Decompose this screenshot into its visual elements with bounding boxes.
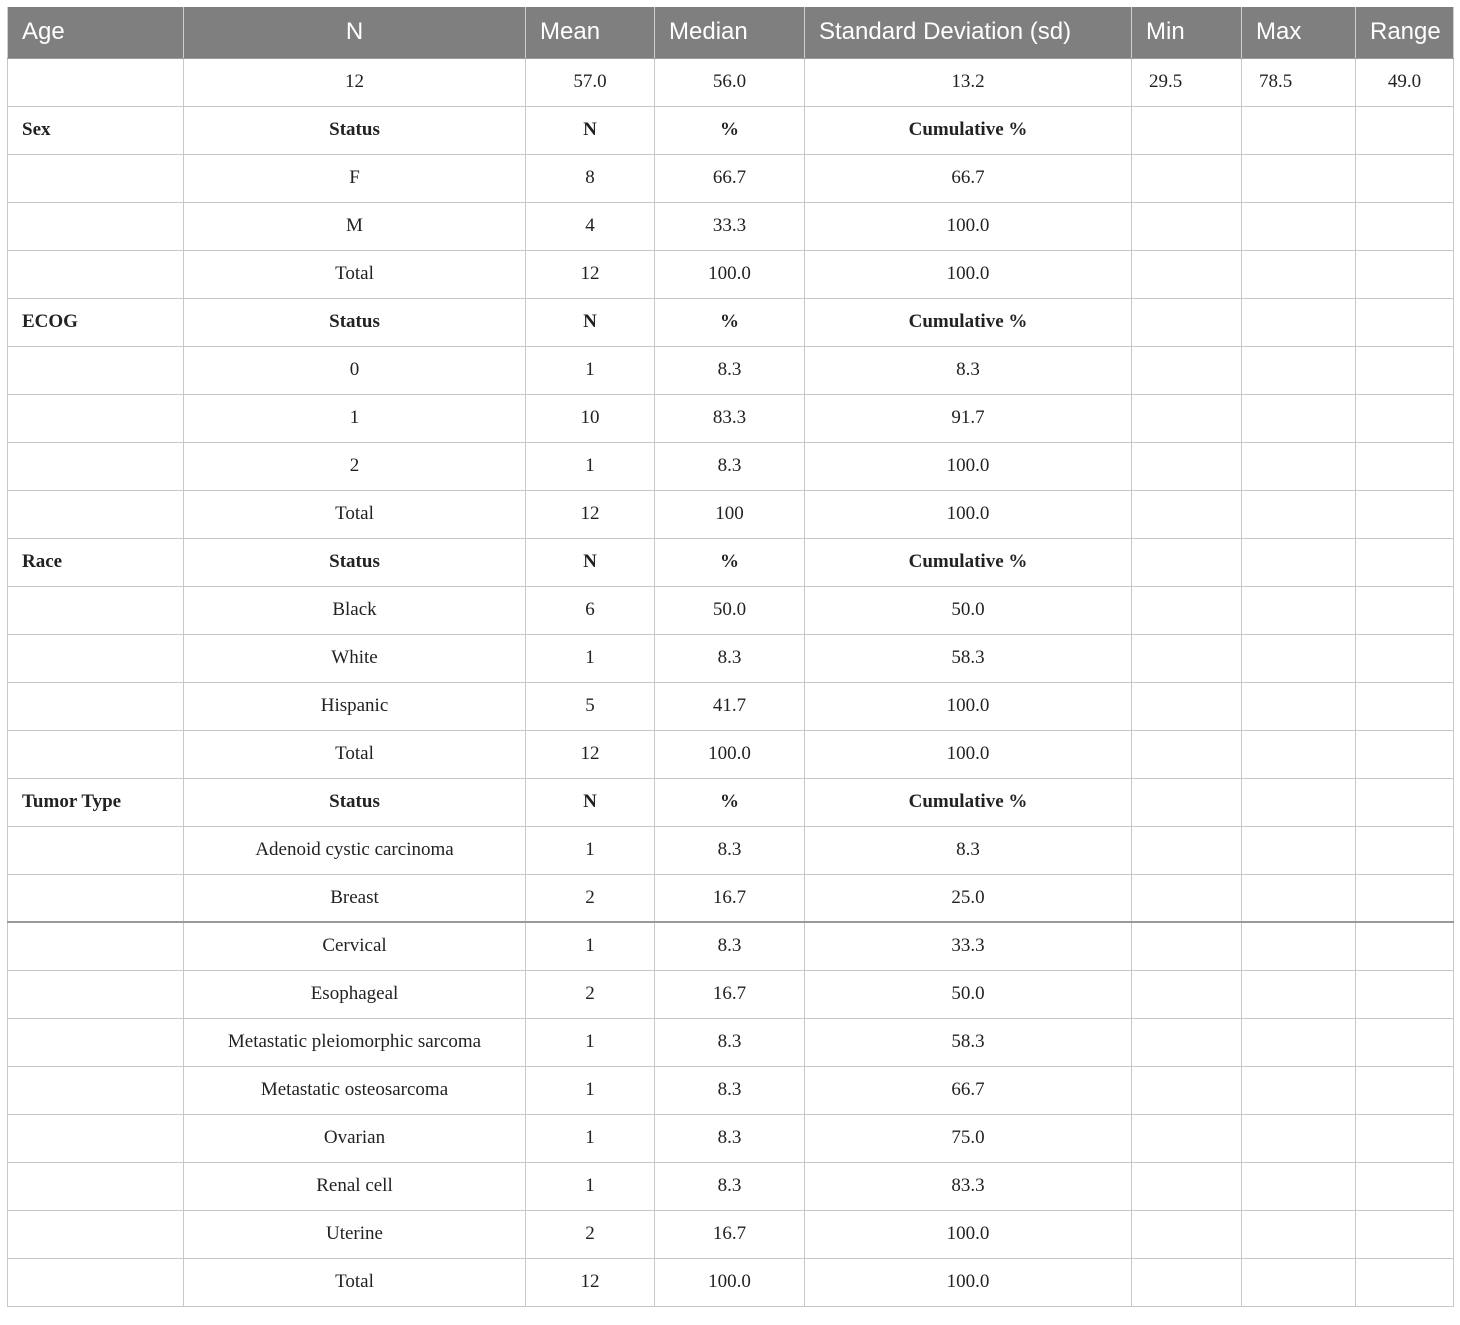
table-cell: 1	[184, 394, 526, 442]
empty-cell	[1356, 1018, 1454, 1066]
table-cell: 75.0	[805, 1114, 1132, 1162]
subheader-cell: N	[526, 298, 655, 346]
section-label: Tumor Type	[8, 778, 184, 826]
empty-cell	[8, 826, 184, 874]
table-row	[8, 682, 1454, 730]
table-cell: 8.3	[655, 1162, 805, 1210]
empty-cell	[1242, 634, 1356, 682]
table-cell: 33.3	[805, 922, 1132, 970]
empty-cell	[8, 202, 184, 250]
empty-cell	[1356, 922, 1454, 970]
table-cell: 16.7	[655, 970, 805, 1018]
table-cell: 12	[526, 250, 655, 298]
table-cell: Metastatic osteosarcoma	[184, 1066, 526, 1114]
table-row	[8, 730, 1454, 778]
empty-cell	[8, 394, 184, 442]
table-cell: 91.7	[805, 394, 1132, 442]
table-cell: 100.0	[805, 730, 1132, 778]
empty-cell	[1356, 346, 1454, 394]
empty-cell	[1242, 442, 1356, 490]
empty-cell	[1356, 490, 1454, 538]
empty-cell	[1132, 154, 1242, 202]
subheader-cell: N	[526, 538, 655, 586]
subheader-cell: Status	[184, 778, 526, 826]
empty-cell	[1242, 298, 1356, 346]
table-cell: 100.0	[805, 202, 1132, 250]
table-cell: Hispanic	[184, 682, 526, 730]
table-row	[8, 586, 1454, 634]
header-max: Max	[1242, 7, 1356, 58]
table-cell: 100.0	[655, 1258, 805, 1306]
table-row	[8, 202, 1454, 250]
empty-cell	[1132, 250, 1242, 298]
table-cell: Ovarian	[184, 1114, 526, 1162]
table-row	[8, 922, 1454, 970]
empty-cell	[8, 1258, 184, 1306]
section-header-row	[8, 106, 1454, 154]
subheader-cell: N	[526, 106, 655, 154]
empty-cell	[8, 1162, 184, 1210]
table-cell: Total	[184, 730, 526, 778]
table-row	[8, 1210, 1454, 1258]
table-cell: Total	[184, 1258, 526, 1306]
empty-cell	[1242, 1162, 1356, 1210]
subheader-cell: Cumulative %	[805, 778, 1132, 826]
table-cell: Metastatic pleiomorphic sarcoma	[184, 1018, 526, 1066]
table-row	[8, 1066, 1454, 1114]
empty-cell	[1356, 874, 1454, 922]
table-cell: 4	[526, 202, 655, 250]
empty-cell	[1356, 730, 1454, 778]
table-cell: 78.5	[1242, 58, 1356, 106]
empty-cell	[1356, 1114, 1454, 1162]
empty-cell	[1356, 634, 1454, 682]
empty-cell	[1132, 970, 1242, 1018]
empty-cell	[1356, 682, 1454, 730]
table-cell: Uterine	[184, 1210, 526, 1258]
empty-cell	[1242, 1258, 1356, 1306]
empty-cell	[1132, 778, 1242, 826]
subheader-cell: %	[655, 106, 805, 154]
table-cell: 8.3	[655, 442, 805, 490]
empty-cell	[1356, 394, 1454, 442]
empty-cell	[1242, 1018, 1356, 1066]
table-row	[8, 250, 1454, 298]
empty-cell	[1132, 730, 1242, 778]
empty-cell	[8, 346, 184, 394]
empty-cell	[1132, 1066, 1242, 1114]
table-cell: 8.3	[805, 346, 1132, 394]
empty-cell	[1242, 826, 1356, 874]
empty-cell	[1132, 442, 1242, 490]
subheader-cell: Status	[184, 106, 526, 154]
table-cell: Black	[184, 586, 526, 634]
table-row	[8, 394, 1454, 442]
empty-cell	[1242, 202, 1356, 250]
empty-cell	[1132, 538, 1242, 586]
empty-cell	[1132, 922, 1242, 970]
table-cell: 66.7	[655, 154, 805, 202]
empty-cell	[1132, 202, 1242, 250]
empty-cell	[1356, 298, 1454, 346]
table-cell: 83.3	[655, 394, 805, 442]
table-cell: 2	[526, 874, 655, 922]
table-cell: 8.3	[655, 826, 805, 874]
header-mean: Mean	[526, 7, 655, 58]
table-cell: 10	[526, 394, 655, 442]
empty-cell	[1242, 346, 1356, 394]
empty-cell	[8, 250, 184, 298]
empty-cell	[1242, 394, 1356, 442]
empty-cell	[1242, 922, 1356, 970]
empty-cell	[1242, 106, 1356, 154]
table-row	[8, 970, 1454, 1018]
table-cell: 12	[526, 1258, 655, 1306]
section-header-row	[8, 778, 1454, 826]
empty-cell	[1132, 826, 1242, 874]
subheader-cell: %	[655, 538, 805, 586]
empty-cell	[1356, 586, 1454, 634]
subheader-cell: Status	[184, 298, 526, 346]
empty-cell	[1132, 1018, 1242, 1066]
empty-cell	[1132, 346, 1242, 394]
subheader-cell: Cumulative %	[805, 106, 1132, 154]
table-cell: 50.0	[805, 586, 1132, 634]
section-header-row	[8, 298, 1454, 346]
header-median: Median	[655, 7, 805, 58]
table-cell: 66.7	[805, 1066, 1132, 1114]
table-cell: 8.3	[655, 922, 805, 970]
table-cell: 8	[526, 154, 655, 202]
table-cell: 13.2	[805, 58, 1132, 106]
empty-cell	[1242, 250, 1356, 298]
table-cell: 2	[526, 1210, 655, 1258]
table-row	[8, 346, 1454, 394]
empty-cell	[8, 442, 184, 490]
empty-cell	[1242, 490, 1356, 538]
empty-cell	[8, 1066, 184, 1114]
header-row	[8, 7, 1454, 58]
subheader-cell: %	[655, 298, 805, 346]
table-row	[8, 442, 1454, 490]
table-cell: 8.3	[655, 346, 805, 394]
header-n: N	[184, 7, 526, 58]
table-cell: 100.0	[805, 250, 1132, 298]
table-cell	[8, 58, 184, 106]
section-label: Race	[8, 538, 184, 586]
header-range: Range	[1356, 7, 1454, 58]
table-row	[8, 1162, 1454, 1210]
table-cell: 1	[526, 346, 655, 394]
table-cell: 2	[184, 442, 526, 490]
table-cell: 100.0	[805, 682, 1132, 730]
empty-cell	[1132, 1258, 1242, 1306]
table-cell: 100.0	[805, 1258, 1132, 1306]
header-min: Min	[1132, 7, 1242, 58]
table-cell: 0	[184, 346, 526, 394]
empty-cell	[1132, 394, 1242, 442]
table-cell: 1	[526, 1066, 655, 1114]
table-cell: 12	[526, 490, 655, 538]
table-cell: 8.3	[655, 1114, 805, 1162]
empty-cell	[1132, 682, 1242, 730]
table-cell: 8.3	[805, 826, 1132, 874]
empty-cell	[8, 490, 184, 538]
empty-cell	[1356, 1162, 1454, 1210]
table-cell: 58.3	[805, 634, 1132, 682]
table-cell: 2	[526, 970, 655, 1018]
table-cell: 56.0	[655, 58, 805, 106]
empty-cell	[1132, 874, 1242, 922]
table-cell: 1	[526, 826, 655, 874]
table-cell: 8.3	[655, 1066, 805, 1114]
empty-cell	[1132, 586, 1242, 634]
table-row	[8, 634, 1454, 682]
empty-cell	[1132, 1162, 1242, 1210]
empty-cell	[8, 1210, 184, 1258]
table-cell: 29.5	[1132, 58, 1242, 106]
table-cell: Adenoid cystic carcinoma	[184, 826, 526, 874]
table-row	[8, 1018, 1454, 1066]
table-cell: 33.3	[655, 202, 805, 250]
table-cell: 8.3	[655, 1018, 805, 1066]
section-label: ECOG	[8, 298, 184, 346]
demographics-table	[7, 7, 1454, 1307]
section-label: Sex	[8, 106, 184, 154]
table-cell: 12	[526, 730, 655, 778]
table-cell: 8.3	[655, 634, 805, 682]
table-cell: F	[184, 154, 526, 202]
empty-cell	[1356, 250, 1454, 298]
section-header-row	[8, 538, 1454, 586]
empty-cell	[1132, 298, 1242, 346]
table-cell: 25.0	[805, 874, 1132, 922]
empty-cell	[1356, 1066, 1454, 1114]
table-cell: 100.0	[805, 490, 1132, 538]
table-cell: White	[184, 634, 526, 682]
empty-cell	[1356, 1258, 1454, 1306]
empty-cell	[1242, 682, 1356, 730]
table-cell: 100.0	[655, 730, 805, 778]
header-sd: Standard Deviation (sd)	[805, 7, 1132, 58]
empty-cell	[8, 874, 184, 922]
table-cell: 50.0	[805, 970, 1132, 1018]
table-cell: Total	[184, 490, 526, 538]
empty-cell	[1242, 778, 1356, 826]
table-cell: 1	[526, 634, 655, 682]
empty-cell	[8, 1114, 184, 1162]
empty-cell	[1242, 730, 1356, 778]
empty-cell	[1356, 778, 1454, 826]
table-cell: 49.0	[1356, 58, 1454, 106]
empty-cell	[1132, 1210, 1242, 1258]
table-cell: 83.3	[805, 1162, 1132, 1210]
table-cell: 100.0	[805, 1210, 1132, 1258]
empty-cell	[8, 970, 184, 1018]
table-row	[8, 1114, 1454, 1162]
table-cell: 57.0	[526, 58, 655, 106]
table-row	[8, 1258, 1454, 1306]
table-cell: 6	[526, 586, 655, 634]
age-stats-row	[8, 58, 1454, 106]
empty-cell	[1356, 970, 1454, 1018]
empty-cell	[1242, 874, 1356, 922]
table-cell: 1	[526, 1114, 655, 1162]
table-cell: M	[184, 202, 526, 250]
table-cell: 66.7	[805, 154, 1132, 202]
empty-cell	[1356, 538, 1454, 586]
subheader-cell: Cumulative %	[805, 538, 1132, 586]
empty-cell	[1356, 106, 1454, 154]
empty-cell	[1132, 634, 1242, 682]
empty-cell	[1132, 106, 1242, 154]
empty-cell	[1356, 154, 1454, 202]
table-cell: 1	[526, 442, 655, 490]
table-cell: 100.0	[655, 250, 805, 298]
table-cell: 16.7	[655, 1210, 805, 1258]
table-cell: Cervical	[184, 922, 526, 970]
table-cell: 100	[655, 490, 805, 538]
table-row	[8, 874, 1454, 922]
table-cell: 1	[526, 1162, 655, 1210]
empty-cell	[1356, 202, 1454, 250]
empty-cell	[1132, 1114, 1242, 1162]
empty-cell	[1356, 826, 1454, 874]
table-cell: Esophageal	[184, 970, 526, 1018]
empty-cell	[1242, 154, 1356, 202]
table-cell: 1	[526, 922, 655, 970]
table-cell: 58.3	[805, 1018, 1132, 1066]
table-row	[8, 490, 1454, 538]
empty-cell	[1242, 1114, 1356, 1162]
table-row	[8, 154, 1454, 202]
subheader-cell: %	[655, 778, 805, 826]
table-cell: Breast	[184, 874, 526, 922]
empty-cell	[1242, 1210, 1356, 1258]
subheader-cell: Status	[184, 538, 526, 586]
table-cell: 100.0	[805, 442, 1132, 490]
empty-cell	[8, 730, 184, 778]
subheader-cell: N	[526, 778, 655, 826]
empty-cell	[8, 682, 184, 730]
table-row	[8, 826, 1454, 874]
subheader-cell: Cumulative %	[805, 298, 1132, 346]
empty-cell	[8, 1018, 184, 1066]
header-age: Age	[8, 7, 184, 58]
table-cell: 1	[526, 1018, 655, 1066]
table-cell: Renal cell	[184, 1162, 526, 1210]
table-cell: 50.0	[655, 586, 805, 634]
table-cell: 5	[526, 682, 655, 730]
empty-cell	[1242, 1066, 1356, 1114]
table-cell: 12	[184, 58, 526, 106]
empty-cell	[1356, 1210, 1454, 1258]
empty-cell	[1356, 442, 1454, 490]
empty-cell	[1242, 970, 1356, 1018]
empty-cell	[1242, 538, 1356, 586]
table-cell: 41.7	[655, 682, 805, 730]
empty-cell	[8, 154, 184, 202]
table-cell: Total	[184, 250, 526, 298]
empty-cell	[1132, 490, 1242, 538]
empty-cell	[8, 922, 184, 970]
empty-cell	[1242, 586, 1356, 634]
table-cell: 16.7	[655, 874, 805, 922]
empty-cell	[8, 586, 184, 634]
empty-cell	[8, 634, 184, 682]
